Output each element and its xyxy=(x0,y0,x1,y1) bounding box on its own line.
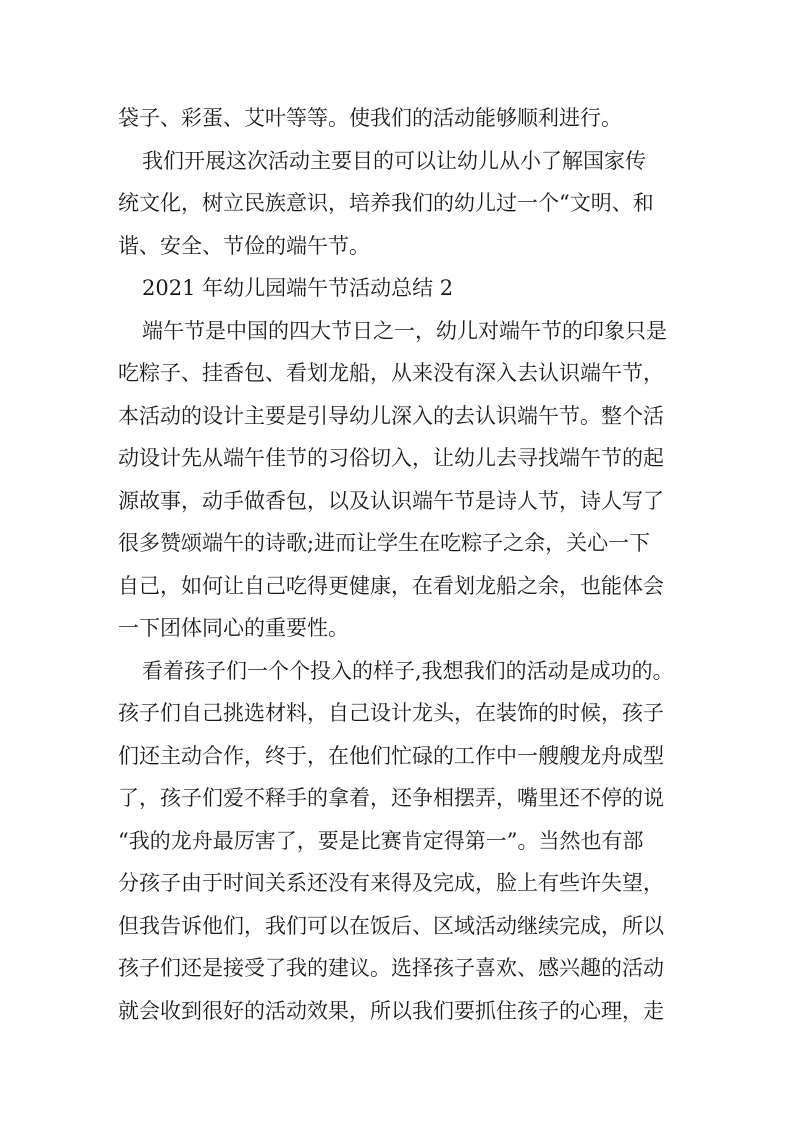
text-line: 袋子、彩蛋、艾叶等等。使我们的活动能够顺利进行。 xyxy=(118,106,622,130)
document-page xyxy=(118,97,678,1032)
text-line: 但我告诉他们，我们可以在饭后、区域活动继续完成，所以 xyxy=(118,913,664,938)
text-line: 吃粽子、挂香包、看划龙船，从来没有深入去认识端午节， xyxy=(118,361,664,385)
text-line: 很多赞颂端午的诗歌;进而让学生在吃粽子之余，关心一下 xyxy=(118,531,651,555)
text-line: 动设计先从端午佳节的习俗切入，让幼儿去寻找端午节的起 xyxy=(118,446,664,470)
text-line: 孩子们自己挑选材料，自己设计龙头，在装饰的时候，孩子 xyxy=(118,701,664,725)
text-line: 源故事，动手做香包，以及认识端午节是诗人节，诗人写了 xyxy=(118,488,664,513)
text-line: 一下团体同心的重要性。 xyxy=(118,616,349,640)
text-line: 本活动的设计主要是引导幼儿深入的去认识端午节。整个活 xyxy=(118,403,664,428)
text-line: 们还主动合作，终于，在他们忙碌的工作中一艘艘龙舟成型 xyxy=(118,743,664,768)
text-line: 就会收到很好的活动效果，所以我们要抓住孩子的心理，走 xyxy=(118,998,664,1023)
paragraph-start-line: 我们开展这次活动主要目的可以让幼儿从小了解国家传 xyxy=(142,148,646,173)
text-line: 了，孩子们爱不释手的拿着，还争相摆弄，嘴里还不停的说 xyxy=(118,786,664,810)
text-line: “我的龙舟最厉害了，要是比赛肯定得第一”。当然也有部 xyxy=(118,828,644,853)
text-line: 孩子们还是接受了我的建议。选择孩子喜欢、感兴趣的活动 xyxy=(118,956,664,980)
paragraph-start-line: 端午节是中国的四大节日之一，幼儿对端午节的印象只是 xyxy=(142,318,667,343)
text-line: 谐、安全、节俭的端午节。 xyxy=(118,233,370,258)
text-line: 自己，如何让自己吃得更健康，在看划龙船之余，也能体会 xyxy=(118,573,664,598)
text-line: 统文化，树立民族意识，培养我们的幼儿过一个“文明、和 xyxy=(118,191,654,215)
section-heading: 2021 年幼儿园端午节活动总结 2 xyxy=(142,276,454,300)
paragraph-start-line: 看着孩子们一个个投入的样子,我想我们的活动是成功的。 xyxy=(142,658,674,683)
text-line: 分孩子由于时间关系还没有来得及完成，脸上有些许失望， xyxy=(118,871,664,895)
